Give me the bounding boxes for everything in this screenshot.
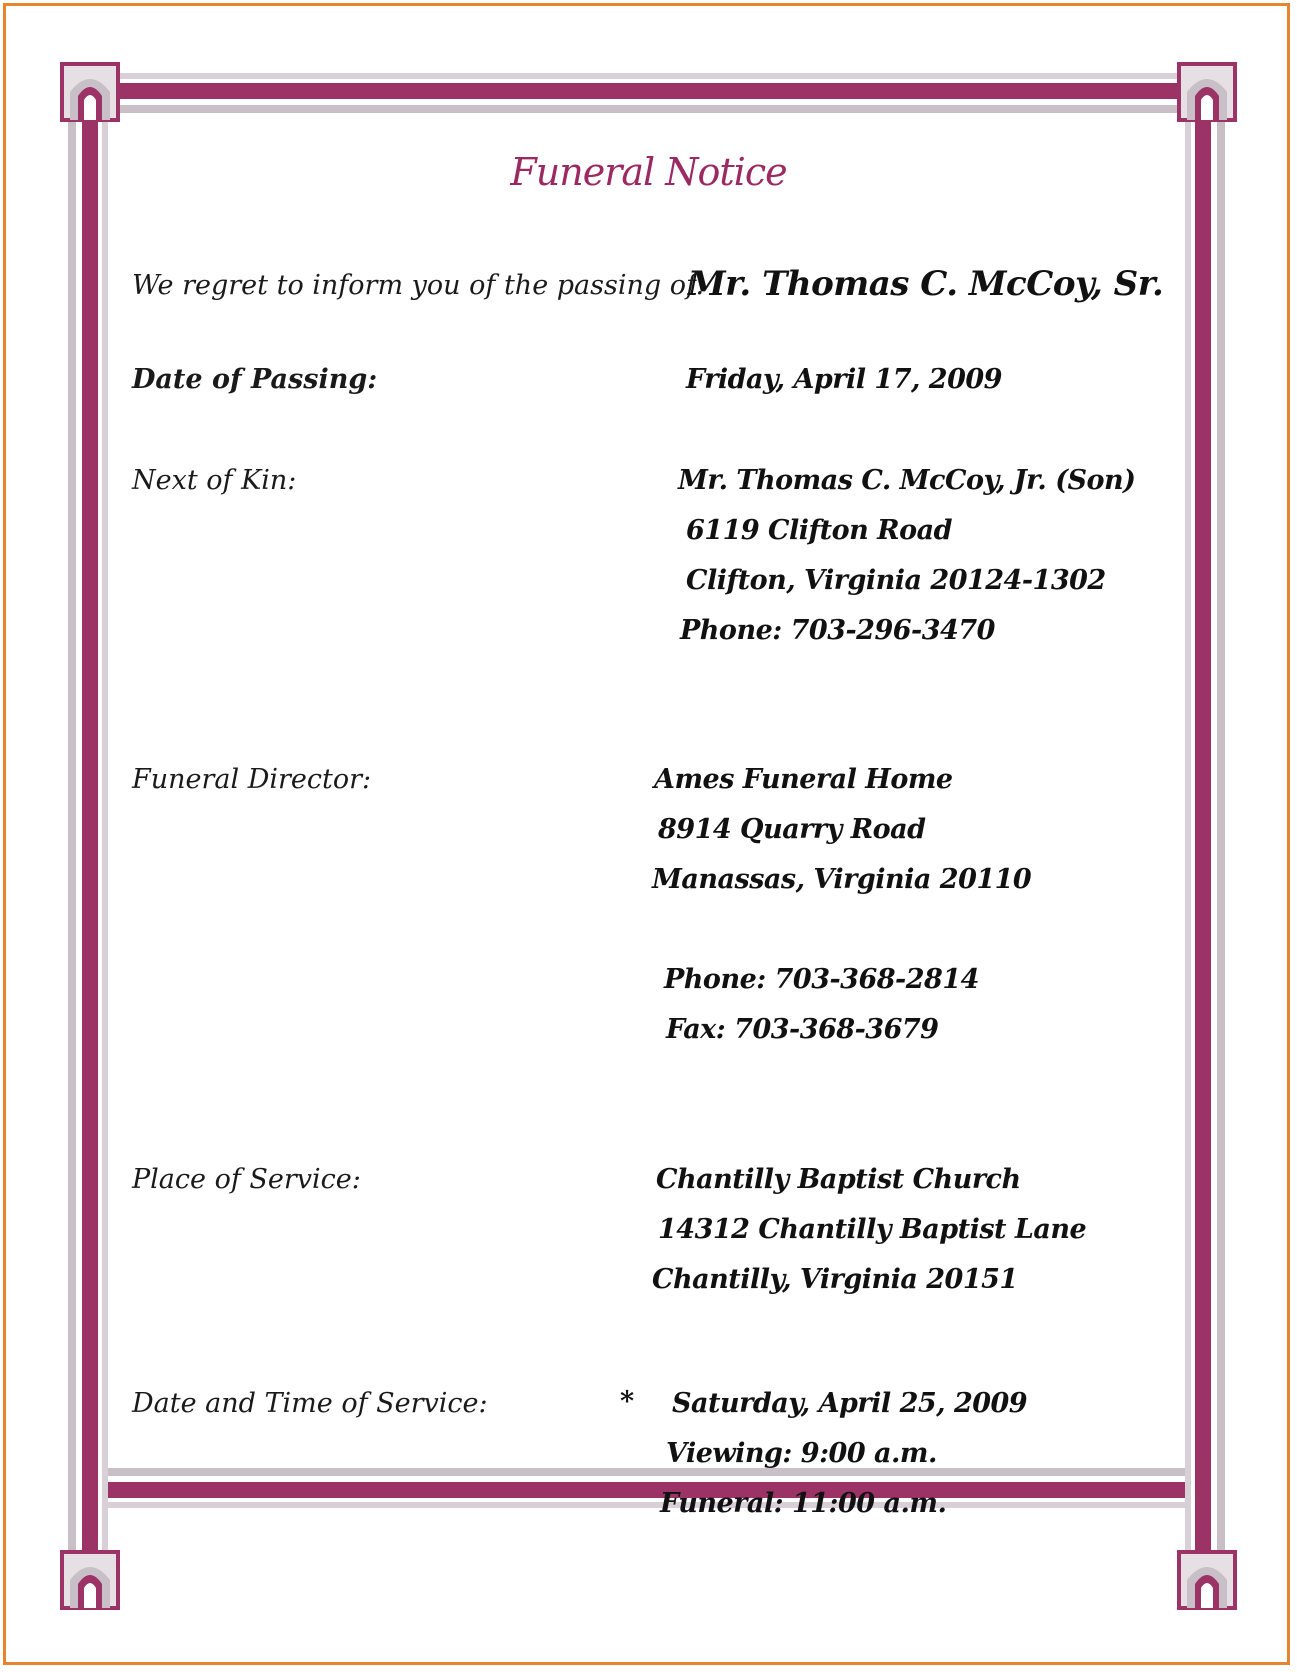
funeral-home-fax: Fax: 703-368-3679 [666, 1014, 939, 1045]
frame-right-bar [1185, 90, 1225, 1582]
next-of-kin-street: 6119 Clifton Road [686, 515, 952, 546]
frame-left-bar [68, 90, 108, 1582]
date-of-passing-label: Date of Passing: [132, 364, 378, 395]
church-street: 14312 Chantilly Baptist Lane [658, 1214, 1087, 1245]
service-bullet: * [620, 1386, 634, 1417]
next-of-kin-name: Mr. Thomas C. McCoy, Jr. (Son) [678, 465, 1136, 496]
frame-corner-top-left [60, 62, 120, 122]
frame-bottom-bar [90, 1468, 1197, 1508]
funeral-home-name: Ames Funeral Home [654, 764, 953, 795]
church-city: Chantilly, Virginia 20151 [652, 1264, 1018, 1295]
funeral-time: Funeral: 11:00 a.m. [660, 1488, 947, 1519]
frame-top-bar [90, 73, 1197, 113]
church-name: Chantilly Baptist Church [656, 1164, 1021, 1195]
next-of-kin-phone: Phone: 703-296-3470 [680, 615, 995, 646]
service-date: Saturday, April 25, 2009 [672, 1388, 1028, 1419]
funeral-director-label: Funeral Director: [132, 764, 372, 795]
funeral-home-city: Manassas, Virginia 20110 [652, 864, 1032, 895]
funeral-home-street: 8914 Quarry Road [658, 814, 926, 845]
page-title: Funeral Notice [510, 150, 787, 194]
frame-corner-bottom-right [1177, 1550, 1237, 1610]
frame-corner-bottom-left [60, 1550, 120, 1610]
next-of-kin-label: Next of Kin: [132, 465, 297, 496]
intro-label: We regret to inform you of the passing of: [132, 270, 706, 301]
next-of-kin-city: Clifton, Virginia 20124-1302 [686, 565, 1106, 596]
funeral-home-phone: Phone: 703-368-2814 [664, 964, 979, 995]
place-of-service-label: Place of Service: [132, 1164, 361, 1195]
date-of-passing-value: Friday, April 17, 2009 [686, 364, 1002, 395]
deceased-name: Mr. Thomas C. McCoy, Sr. [688, 264, 1164, 304]
frame-corner-top-right [1177, 62, 1237, 122]
date-time-service-label: Date and Time of Service: [132, 1388, 488, 1419]
viewing-time: Viewing: 9:00 a.m. [666, 1438, 937, 1469]
